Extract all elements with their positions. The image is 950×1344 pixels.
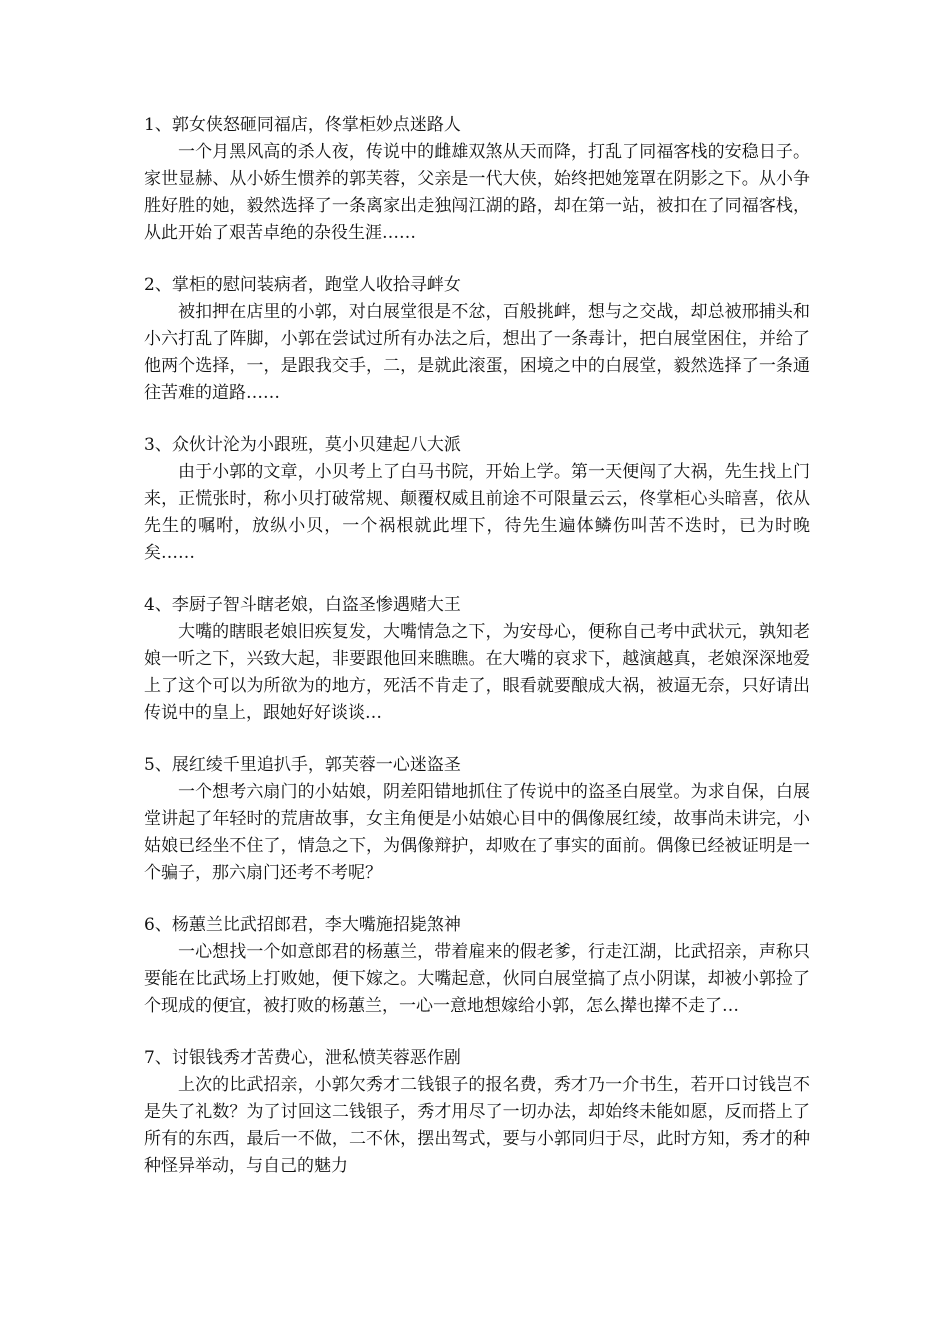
- episode-synopsis: 一个月黑风高的杀人夜，传说中的雌雄双煞从天而降，打乱了同福客栈的安稳日子。家世显赫、从小娇生惯养的郭芙蓉，父亲是一代大侠，始终把她笼罩在阴影之下。从小争胜好胜的她，毅然选择了一条离家出走独闯江湖的路，却在第一站，被扣在了同福客栈，从此开始了艰苦卓绝的杂役生涯……: [144, 142, 810, 243]
- episode-1: [144, 112, 810, 247]
- episode-6: [144, 912, 810, 1020]
- episode-title: 3、众伙计沦为小跟班，莫小贝建起八大派: [144, 435, 461, 455]
- episode-4: [144, 592, 810, 727]
- episode-synopsis: 大嘴的瞎眼老娘旧疾复发，大嘴情急之下，为安母心，便称自己考中武状元，孰知老娘一听之下，兴致大起，非要跟他回来瞧瞧。在大嘴的哀求下，越演越真，老娘深深地爱上了这个可以为所欲为的地方，死活不肯走了，眼看就要酿成大祸，被逼无奈，只好请出传说中的皇上，跟她好好谈谈…: [144, 622, 810, 723]
- episode-2: [144, 272, 810, 407]
- episode-title: 6、杨蕙兰比武招郎君，李大嘴施招毙煞神: [144, 915, 461, 935]
- episode-title: 4、李厨子智斗瞎老娘，白盗圣惨遇赌大王: [144, 595, 461, 615]
- document-page: [144, 112, 810, 1205]
- episode-title: 1、郭女侠怒砸同福店，佟掌柜妙点迷路人: [144, 115, 461, 135]
- episode-synopsis: 一心想找一个如意郎君的杨蕙兰，带着雇来的假老爹，行走江湖，比武招亲，声称只要能在比武场上打败她，便下嫁之。大嘴起意，伙同白展堂搞了点小阴谋，却被小郭捡了个现成的便宜，被打败的杨蕙兰，一心一意地想嫁给小郭，怎么撵也撵不走了…: [144, 942, 810, 1016]
- episode-synopsis: 由于小郭的文章，小贝考上了白马书院，开始上学。第一天便闯了大祸，先生找上门来，正慌张时，称小贝打破常规、颠覆权威且前途不可限量云云，佟掌柜心头暗喜，依从先生的嘱咐，放纵小贝，一个祸根就此埋下，待先生遍体鳞伤叫苦不迭时，已为时晚矣……: [144, 462, 810, 563]
- episode-title: 2、掌柜的慰问装病者，跑堂人收拾寻衅女: [144, 275, 461, 295]
- episode-3: [144, 432, 810, 567]
- episode-7: [144, 1045, 810, 1180]
- episode-5: [144, 752, 810, 887]
- episode-title: 7、讨银钱秀才苦费心，泄私愤芙蓉恶作剧: [144, 1048, 461, 1068]
- episode-synopsis: 一个想考六扇门的小姑娘，阴差阳错地抓住了传说中的盗圣白展堂。为求自保，白展堂讲起了年轻时的荒唐故事，女主角便是小姑娘心目中的偶像展红绫，故事尚未讲完，小姑娘已经坐不住了，情急之下，为偶像辩护，却败在了事实的面前。偶像已经被证明是一个骗子，那六扇门还考不考呢？: [144, 782, 810, 883]
- episode-synopsis: 被扣押在店里的小郭，对白展堂很是不忿，百般挑衅，想与之交战，却总被邢捕头和小六打乱了阵脚，小郭在尝试过所有办法之后，想出了一条毒计，把白展堂困住，并给了他两个选择，一，是跟我交手，二，是就此滚蛋，困境之中的白展堂，毅然选择了一条通往苦难的道路……: [144, 302, 810, 403]
- episode-synopsis: 上次的比武招亲，小郭欠秀才二钱银子的报名费，秀才乃一介书生，若开口讨钱岂不是失了礼数？为了讨回这二钱银子，秀才用尽了一切办法，却始终未能如愿，反而搭上了所有的东西，最后一不做，二不休，摆出驾式，要与小郭同归于尽，此时方知，秀才的种种怪异举动，与自己的魅力: [144, 1075, 810, 1176]
- episode-title: 5、展红绫千里追扒手，郭芙蓉一心迷盗圣: [144, 755, 461, 775]
